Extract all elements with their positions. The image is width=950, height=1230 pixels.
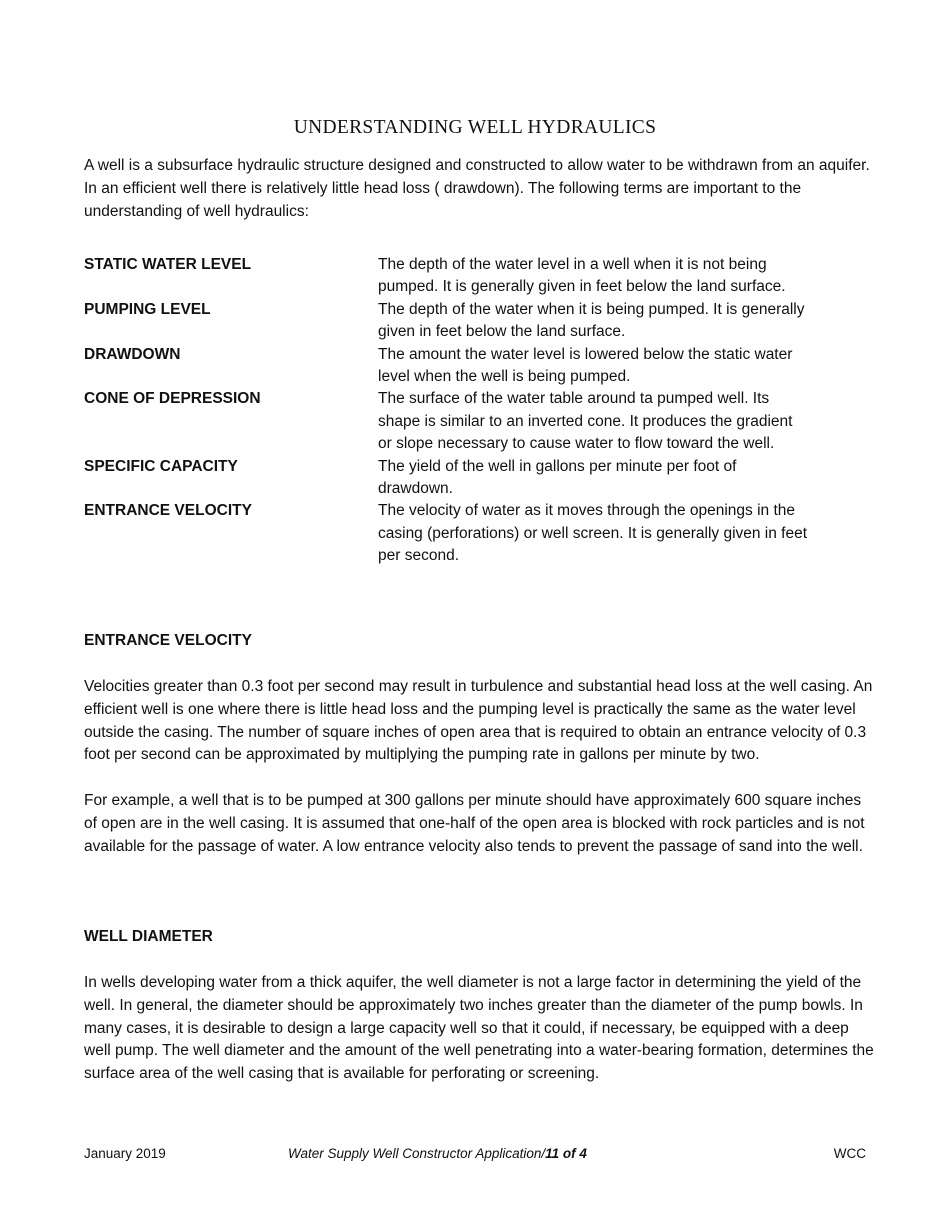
document-title: UNDERSTANDING WELL HYDRAULICS bbox=[293, 117, 657, 139]
term-row bbox=[84, 388, 874, 455]
term-name: ENTRANCE VELOCITY bbox=[84, 502, 252, 520]
term-definition: The depth of the water level in a well when it is not being pumped. It is generally given in feet below the land surface. bbox=[378, 256, 786, 296]
footer-page-number: 11 of 4 bbox=[545, 1146, 587, 1161]
entrance-velocity-paragraph-2: For example, a well that is to be pumped at 300 gallons per minute should have approximately 600 square inches of open are in the well casing. It is assumed that one-half of the open area is blocked with rock particles and is not available for the passage of water. A low entrance velocity also tends to prevent the passage of sand into the well. bbox=[84, 792, 865, 855]
term-definition: The depth of the water when it is being pumped. It is generally given in feet below the land surface. bbox=[378, 300, 805, 341]
term-row bbox=[84, 344, 874, 389]
term-name: SPECIFIC CAPACITY bbox=[84, 457, 238, 475]
terms-list bbox=[84, 254, 874, 568]
intro-paragraph: A well is a subsurface hydraulic structure designed and constructed to allow water to be withdrawn from an aquifer. In an efficient well there is relatively little head loss ( drawdown). The following terms are important to the understanding of well hydraulics: bbox=[84, 157, 870, 220]
footer-document-name bbox=[288, 1146, 587, 1161]
term-row bbox=[84, 500, 874, 567]
entrance-velocity-heading: ENTRANCE VELOCITY bbox=[84, 632, 252, 649]
term-row bbox=[84, 456, 874, 501]
page-footer bbox=[84, 1146, 866, 1166]
term-definition: The velocity of water as it moves through the openings in the casing (perforations) or well screen. It is generally given in feet per second. bbox=[378, 502, 808, 565]
term-name: CONE OF DEPRESSION bbox=[84, 390, 261, 408]
well-diameter-heading: WELL DIAMETER bbox=[84, 928, 213, 945]
term-name: STATIC WATER LEVEL bbox=[84, 256, 252, 273]
footer-code: WCC bbox=[833, 1146, 866, 1161]
footer-doc-title: Water Supply Well Constructor Application/ bbox=[288, 1146, 546, 1161]
term-definition: The surface of the water table around ta pumped well. Its shape is similar to an inverted cone. It produces the gradient or slope necessary to cause water to flow toward the well. bbox=[378, 390, 793, 453]
term-row bbox=[84, 254, 874, 299]
entrance-velocity-paragraph-1: Velocities greater than 0.3 foot per second may result in turbulence and substantial head loss at the well casing. An efficient well is one where there is little head loss and the pumping level is practically the same as the water level outside the casing. The number of square inches of open area that is required to obtain an entrance velocity of 0.3 foot per second can be approximated by multiplying the pumping rate in gallons per minute by two. bbox=[84, 678, 873, 764]
term-definition: The amount the water level is lowered below the static water level when the well is being pumped. bbox=[378, 345, 793, 386]
footer-date: January 2019 bbox=[84, 1146, 166, 1161]
term-row bbox=[84, 299, 874, 344]
term-definition: The yield of the well in gallons per minute per foot of drawdown. bbox=[378, 457, 737, 498]
term-name: PUMPING LEVEL bbox=[84, 300, 211, 318]
well-diameter-paragraph: In wells developing water from a thick aquifer, the well diameter is not a large factor in determining the yield of the well. In general, the diameter should be approximately two inches greater than the diameter of the pump bowls. In many cases, it is desirable to design a large capacity well so that it could, if necessary, be equipped with a deep well pump. The well diameter and the amount of the well penetrating into a water-bearing formation, determines the surface area of the well casing that is available for perforating or screening. bbox=[84, 974, 874, 1083]
term-name: DRAWDOWN bbox=[84, 345, 181, 363]
